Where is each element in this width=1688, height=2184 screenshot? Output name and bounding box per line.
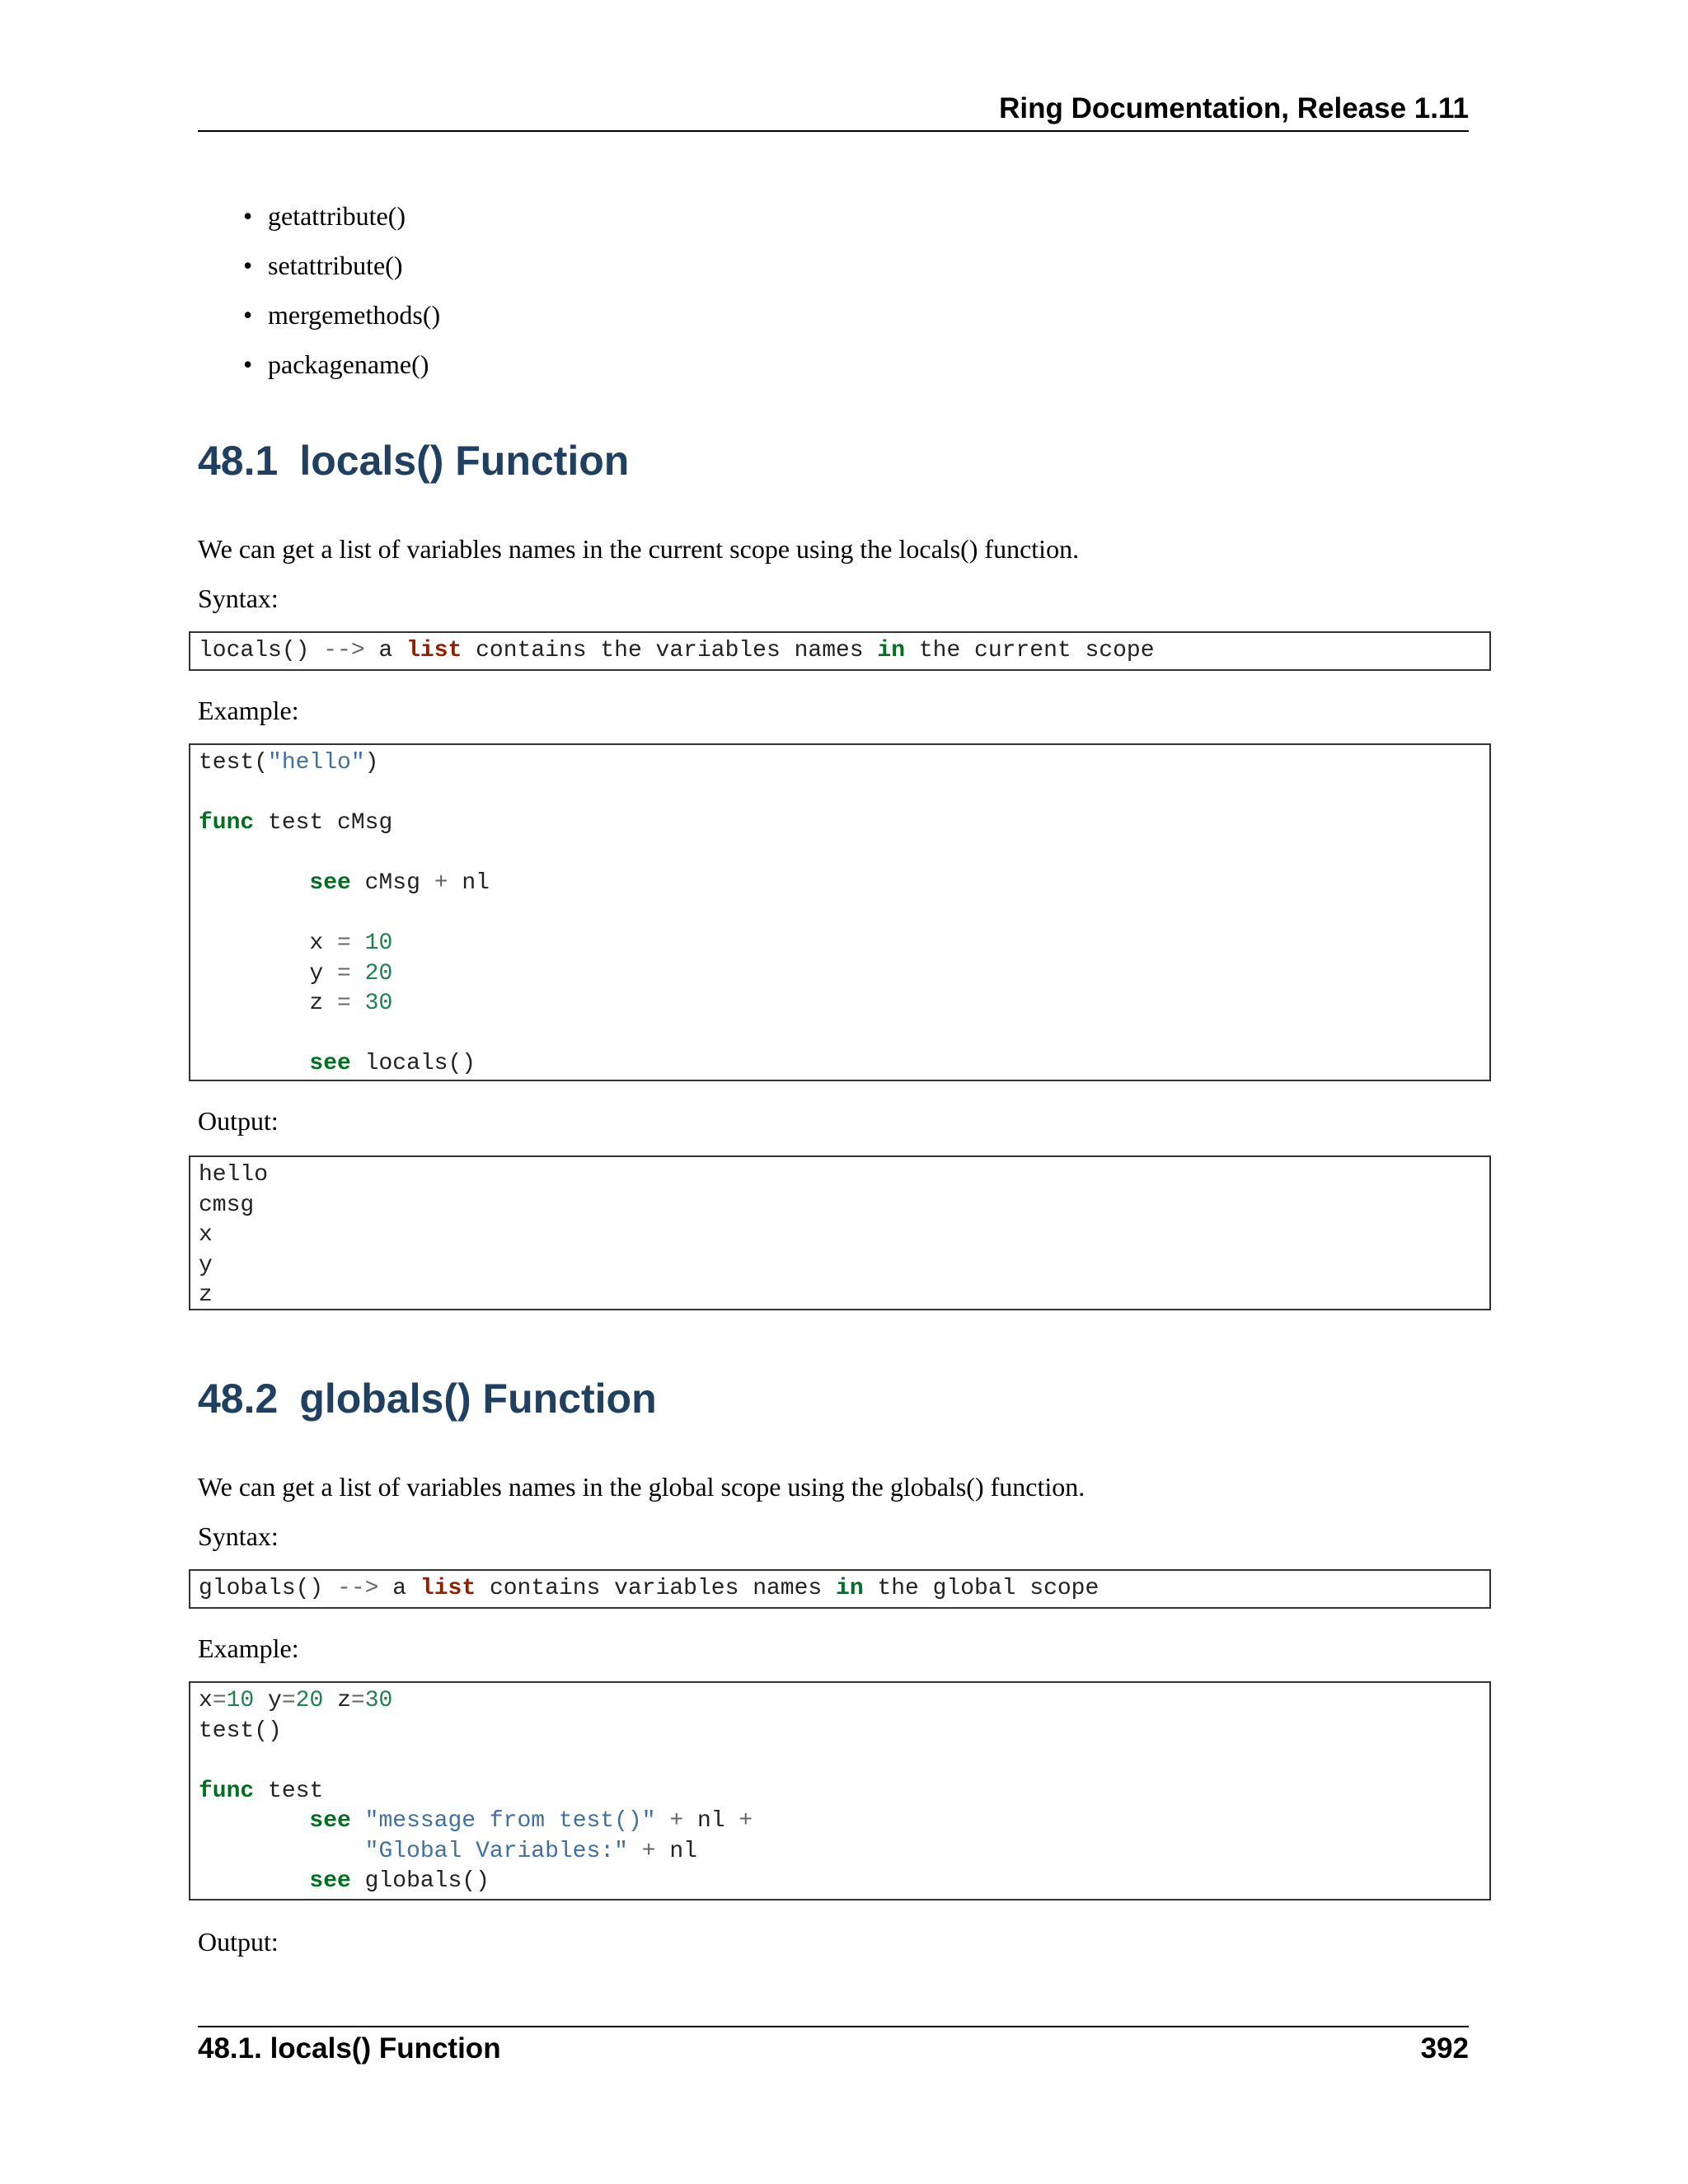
footer-section-title: 48.1. locals() Function xyxy=(198,2032,501,2064)
function-bullet-list xyxy=(243,198,440,396)
list-item: • setattribute() xyxy=(243,247,440,297)
output-label: Output: xyxy=(198,1927,279,1957)
list-item: • packagename() xyxy=(243,346,440,396)
example-label: Example: xyxy=(198,696,299,725)
section-intro: We can get a list of variables names in the current scope using the locals() function. xyxy=(198,534,1080,564)
section-intro: We can get a list of variables names in the global scope using the globals() function. xyxy=(198,1472,1085,1502)
list-item: • mergemethods() xyxy=(243,297,440,346)
output-label: Output: xyxy=(198,1106,279,1136)
section-title: globals() Function xyxy=(299,1376,657,1422)
example-code-block: x=10 y=20 z=30 test() func test see "message from test()" + nl + "Global Variables:" + nl see globals() xyxy=(189,1681,1491,1900)
syntax-label: Syntax: xyxy=(198,1521,279,1551)
header-rule xyxy=(198,130,1469,132)
list-item: • getattribute() xyxy=(243,198,440,247)
section-heading-globals xyxy=(198,1375,657,1422)
syntax-label: Syntax: xyxy=(198,583,279,613)
syntax-code-block: globals() --> a list contains variables names in the global scope xyxy=(189,1569,1491,1609)
section-heading-locals xyxy=(198,437,629,485)
page-number: 392 xyxy=(1420,2032,1469,2064)
footer-rule xyxy=(198,2026,1469,2027)
section-number: 48.1 xyxy=(198,438,279,484)
output-code-block: hello cmsg x y z xyxy=(189,1155,1491,1310)
page-header-title: Ring Documentation, Release 1.11 xyxy=(999,92,1469,124)
syntax-code-block: locals() --> a list contains the variables names in the current scope xyxy=(189,631,1491,671)
section-title: locals() Function xyxy=(299,438,630,484)
section-number: 48.2 xyxy=(198,1376,279,1422)
example-code-block: test("hello") func test cMsg see cMsg + nl x = 10 y = 20 z = 30 see locals() xyxy=(189,743,1491,1081)
example-label: Example: xyxy=(198,1633,299,1663)
